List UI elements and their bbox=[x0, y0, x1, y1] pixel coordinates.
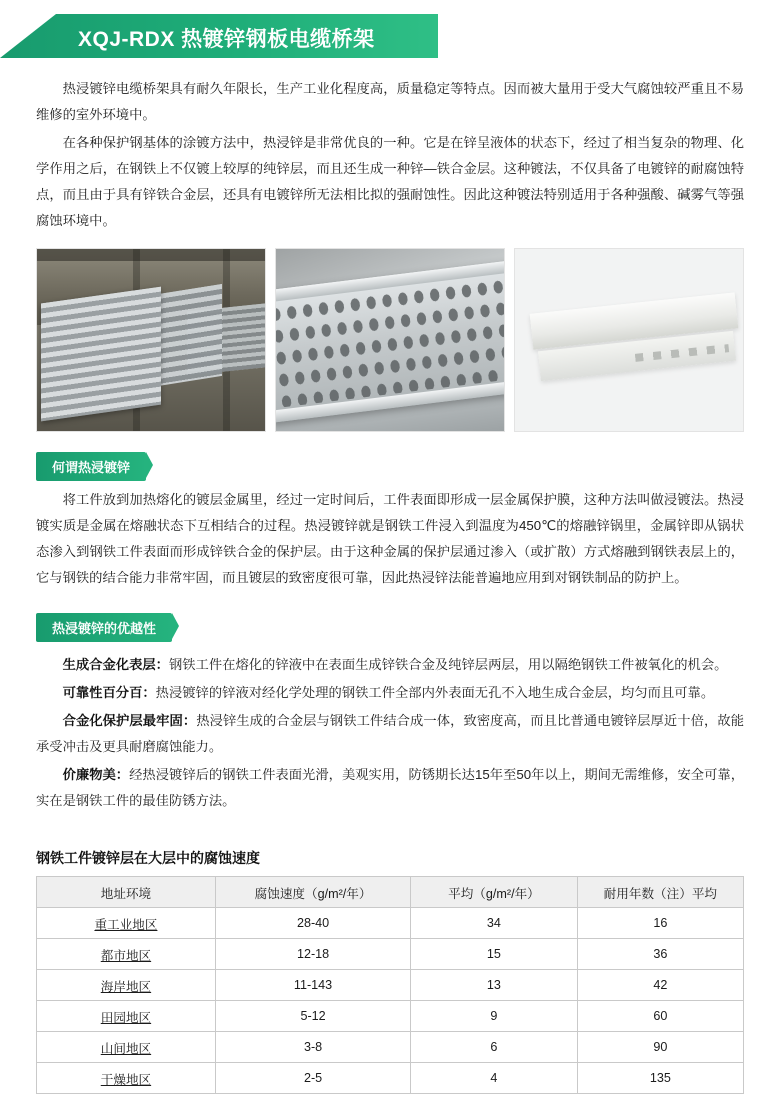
advantage-title-4: 价廉物美： bbox=[62, 767, 130, 782]
table-row bbox=[37, 908, 744, 939]
cell-life: 42 bbox=[577, 970, 743, 1001]
page-title: XQJ-RDX 热镀锌钢板电缆桥架 bbox=[78, 28, 375, 51]
cell-life: 36 bbox=[577, 939, 743, 970]
section-label-advantages: 热浸镀锌的优越性 bbox=[36, 613, 172, 642]
table-header-environment: 地址环境 bbox=[37, 877, 216, 908]
corrosion-rate-table bbox=[36, 876, 744, 1094]
cell-rate: 2-5 bbox=[215, 1063, 410, 1094]
definition-section bbox=[0, 487, 780, 591]
table-title: 钢铁工件镀锌层在大层中的腐蚀速度 bbox=[36, 850, 260, 866]
table-row bbox=[37, 1063, 744, 1094]
cell-life: 16 bbox=[577, 908, 743, 939]
table-row bbox=[37, 1001, 744, 1032]
table-header-row bbox=[37, 877, 744, 908]
advantage-text-4: 经热浸镀锌后的钢铁工件表面光滑，美观实用，防锈期长达15年至50年以上，期间无需维修，安全可靠，实在是钢铁工件的最佳防锈方法。 bbox=[36, 767, 744, 808]
cell-environment: 都市地区 bbox=[37, 939, 216, 970]
intro-section bbox=[0, 76, 780, 234]
header-banner bbox=[0, 14, 438, 58]
cell-average: 4 bbox=[411, 1063, 577, 1094]
cell-environment: 干燥地区 bbox=[37, 1063, 216, 1094]
advantage-title-3: 合金化保护层最牢固： bbox=[62, 713, 197, 728]
cell-average: 6 bbox=[411, 1032, 577, 1063]
advantage-item-3 bbox=[36, 708, 744, 760]
advantage-item-1 bbox=[36, 652, 744, 678]
advantage-text-2: 热浸镀锌的锌液对经化学处理的钢铁工件全部内外表面无孔不入地生成合金层，均匀而且可靠。 bbox=[155, 685, 715, 700]
photo1-tray-stack-front bbox=[41, 287, 161, 422]
cell-average: 13 bbox=[411, 970, 577, 1001]
advantage-text-3: 热浸锌生成的合金层与钢铁工件结合成一体，致密度高，而且比普通电镀锌层厚近十倍，故能承受冲击及更具耐磨腐蚀能力。 bbox=[36, 713, 745, 754]
cell-average: 34 bbox=[411, 908, 577, 939]
cell-life: 135 bbox=[577, 1063, 743, 1094]
cell-environment: 田园地区 bbox=[37, 1001, 216, 1032]
galvanized-trays-stack-photo bbox=[36, 248, 266, 432]
cell-rate: 3-8 bbox=[215, 1032, 410, 1063]
cell-rate: 5-12 bbox=[215, 1001, 410, 1032]
product-datasheet-page bbox=[0, 14, 780, 1087]
advantage-title-2: 可靠性百分百： bbox=[62, 685, 156, 700]
photo1-ceiling-beam bbox=[37, 249, 265, 261]
definition-paragraph: 将工件放到加热熔化的镀层金属里，经过一定时间后，工件表面即形成一层金属保护膜，这种方法叫做浸镀法。热浸镀实质是金属在熔融状态下互相结合的过程。热浸镀锌就是钢铁工件浸入到温度为450℃的熔融锌锅里，金属锌即从锅状态渗入到钢铁工件表面而形成锌铁合金的保护层。由于这种金属的保护层通过渗入（或扩散）方式熔融到钢铁表层上的，它与钢铁的结合能力非常牢固，而且镀层的致密度很可靠，因此热浸锌法能普遍地应用到对钢铁制品的防护上。 bbox=[36, 492, 744, 585]
intro-paragraph-1: 热浸镀锌电缆桥架具有耐久年限长，生产工业化程度高，质量稳定等特点。因而被大量用于受大气腐蚀较严重且不易维修的室外环境中。 bbox=[36, 81, 744, 122]
cell-environment: 海岸地区 bbox=[37, 970, 216, 1001]
intro-paragraph-2: 在各种保护钢基体的涂镀方法中，热浸锌是非常优良的一种。它是在锌呈液体的状态下，经过了相当复杂的物理、化学作用之后，在钢铁上不仅镀上较厚的纯锌层，而且还生成一种锌—铁合金层。这种镀法，不仅具备了电镀锌的耐腐蚀特点，而且由于具有锌铁合金层，还具有电镀锌所无法相比拟的强耐蚀性。因此这种镀法特别适用于各种强酸、碱雾气等强腐蚀环境中。 bbox=[36, 135, 744, 228]
table-header-life: 耐用年数（注）平均 bbox=[577, 877, 743, 908]
table-head bbox=[37, 877, 744, 908]
table-header-average: 平均（g/m²/年） bbox=[411, 877, 577, 908]
table-row bbox=[37, 970, 744, 1001]
cell-rate: 28-40 bbox=[215, 908, 410, 939]
cell-rate: 11-143 bbox=[215, 970, 410, 1001]
cell-life: 60 bbox=[577, 1001, 743, 1032]
cell-rate: 12-18 bbox=[215, 939, 410, 970]
cell-environment: 重工业地区 bbox=[37, 908, 216, 939]
table-header-rate: 腐蚀速度（g/m²/年） bbox=[215, 877, 410, 908]
advantage-item-2 bbox=[36, 680, 744, 706]
cell-average: 9 bbox=[411, 1001, 577, 1032]
section-label-definition: 何谓热浸镀锌 bbox=[36, 452, 146, 481]
cell-life: 90 bbox=[577, 1032, 743, 1063]
advantage-title-1: 生成合金化表层： bbox=[62, 657, 169, 672]
advantage-text-1: 钢铁工件在熔化的锌液中在表面生成锌铁合金及纯锌层两层，用以隔绝钢铁工件被氧化的机会。 bbox=[168, 657, 728, 672]
table-row bbox=[37, 1032, 744, 1063]
white-tray-cover-photo bbox=[514, 248, 744, 432]
cell-average: 15 bbox=[411, 939, 577, 970]
cell-environment: 山间地区 bbox=[37, 1032, 216, 1063]
product-photo-row bbox=[36, 248, 744, 432]
advantage-item-4 bbox=[36, 762, 744, 814]
perforated-tray-closeup-photo bbox=[275, 248, 505, 432]
advantages-list bbox=[0, 648, 780, 814]
table-body bbox=[37, 908, 744, 1094]
table-row bbox=[37, 939, 744, 970]
